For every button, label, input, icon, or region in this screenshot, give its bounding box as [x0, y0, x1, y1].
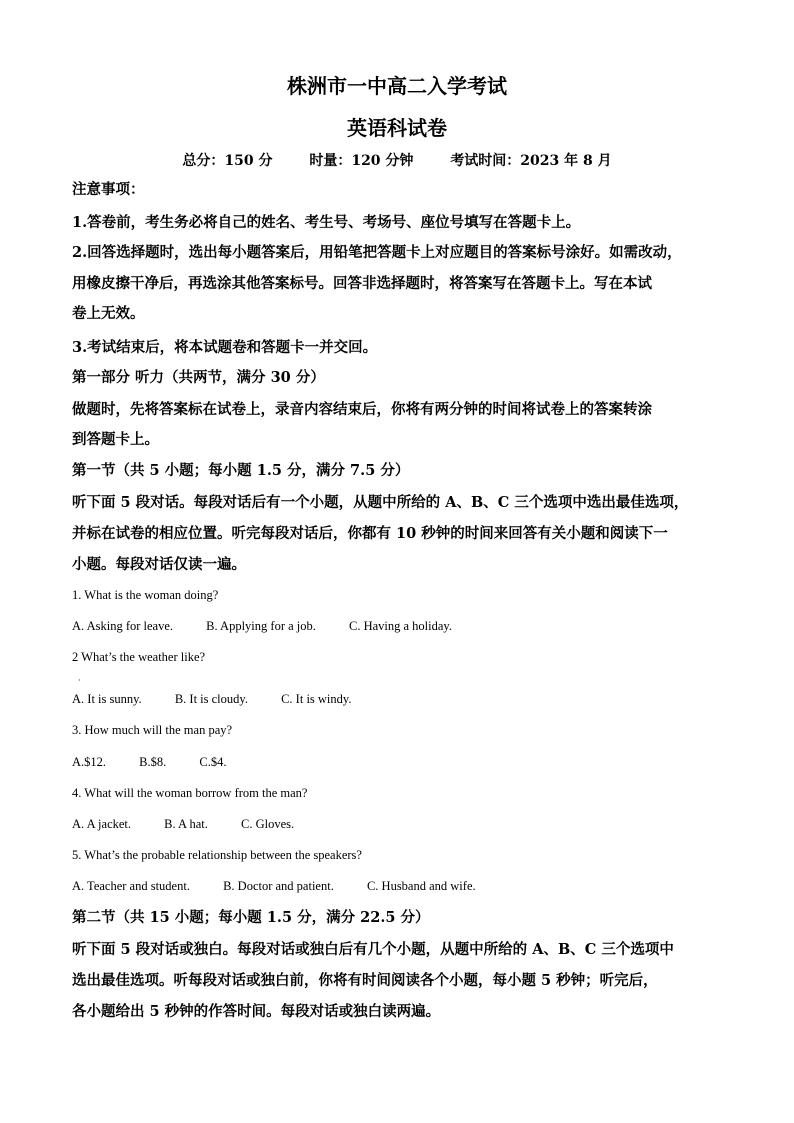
question-2-option-b[interactable]: B. It is cloudy.	[174, 692, 248, 706]
question-3-stem: 3. How much will the man pay?	[72, 723, 233, 737]
question-4-option-a[interactable]: A. A jacket.	[72, 817, 132, 831]
question-1-stem: 1. What is the woman doing?	[72, 588, 219, 602]
section1-intro-line-2: 并标在试卷的相应位置。听完每段对话后，你都有 10 秒钟的时间来回答有关小题和阅读下一	[72, 525, 668, 542]
question-4-options	[72, 817, 324, 832]
part1-heading: 第一部分 听力（共两节，满分 30 分）	[72, 369, 325, 386]
question-5-option-a[interactable]: A. Teacher and student.	[72, 879, 190, 893]
question-5-option-c[interactable]: C. Husband and wife.	[366, 879, 476, 893]
question-2-option-a[interactable]: A. It is sunny.	[72, 692, 142, 706]
section1-intro-line-3: 小题。每段对话仅读一遍。	[72, 556, 246, 573]
section2-heading: 第二节（共 15 小题；每小题 1.5 分，满分 22.5 分）	[72, 909, 430, 926]
stray-dot-mark: ·	[78, 676, 81, 685]
section2-intro-line-1: 听下面 5 段对话或独白。每段对话或独白后有几个小题，从题中所给的 A、B、C 三个选项中	[72, 941, 674, 958]
notes-heading: 注意事项：	[72, 181, 145, 198]
question-3-option-b[interactable]: B.$8.	[139, 755, 167, 769]
note-2-line-1: 2.回答选择题时，选出每小题答案后，用铅笔把答题卡上对应题目的答案标号涂好。如需改动，	[72, 244, 682, 261]
part1-intro-line-1: 做题时，先将答案标在试卷上，录音内容结束后，你将有两分钟的时间将试卷上的答案转涂	[72, 401, 652, 418]
note-3: 3.考试结束后，将本试题卷和答题卡一并交回。	[72, 339, 378, 356]
question-5-stem: 5. What’s the probable relationship between the speakers?	[72, 848, 362, 862]
question-5-option-b[interactable]: B. Doctor and patient.	[223, 879, 334, 893]
question-2-options	[72, 692, 381, 707]
note-1: 1.答卷前，考生务必将自己的姓名、考生号、考场号、座位号填写在答题卡上。	[72, 214, 581, 231]
question-1-option-b[interactable]: B. Applying for a job.	[206, 619, 316, 633]
note-2-line-2: 用橡皮擦干净后，再选涂其他答案标号。回答非选择题时，将答案写在答题卡上。写在本试	[72, 275, 652, 292]
question-3-option-c[interactable]: C.$4.	[199, 755, 227, 769]
question-3-options	[72, 755, 256, 770]
section2-intro-line-2: 选出最佳选项。听每段对话或独白前，你将有时间阅读各个小题，每小题 5 秒钟；听完后，	[72, 972, 658, 989]
question-1-option-c[interactable]: C. Having a holiday.	[349, 619, 452, 633]
question-4-stem: 4. What will the woman borrow from the man?	[72, 786, 308, 800]
question-1-options	[72, 619, 482, 634]
exam-meta	[0, 150, 794, 170]
question-5-options	[72, 879, 506, 894]
section2-intro-line-3: 各小题给出 5 秒钟的作答时间。每段对话或独白读两遍。	[72, 1003, 441, 1020]
exam-date: 考试时间：2023 年 8 月	[450, 153, 612, 169]
question-2-stem: 2 What’s the weather like?	[72, 650, 206, 664]
section1-heading: 第一节（共 5 小题；每小题 1.5 分，满分 7.5 分）	[72, 462, 410, 479]
question-4-option-b[interactable]: B. A hat.	[164, 817, 208, 831]
time-limit: 时量：120 分钟	[309, 153, 414, 169]
subject-title: 英语科试卷	[347, 116, 447, 140]
section1-intro-line-1: 听下面 5 段对话。每段对话后有一个小题，从题中所给的 A、B、C 三个选项中选出最佳选项，	[72, 494, 689, 511]
question-4-option-c[interactable]: C. Gloves.	[241, 817, 295, 831]
question-3-option-a[interactable]: A.$12.	[72, 755, 107, 769]
total-score: 总分：150 分	[182, 153, 273, 169]
question-2-option-c[interactable]: C. It is windy.	[281, 692, 352, 706]
question-1-option-a[interactable]: A. Asking for leave.	[72, 619, 174, 633]
note-2-line-3: 卷上无效。	[72, 305, 145, 322]
part1-intro-line-2: 到答题卡上。	[72, 431, 159, 448]
school-title: 株洲市一中高二入学考试	[287, 74, 507, 98]
